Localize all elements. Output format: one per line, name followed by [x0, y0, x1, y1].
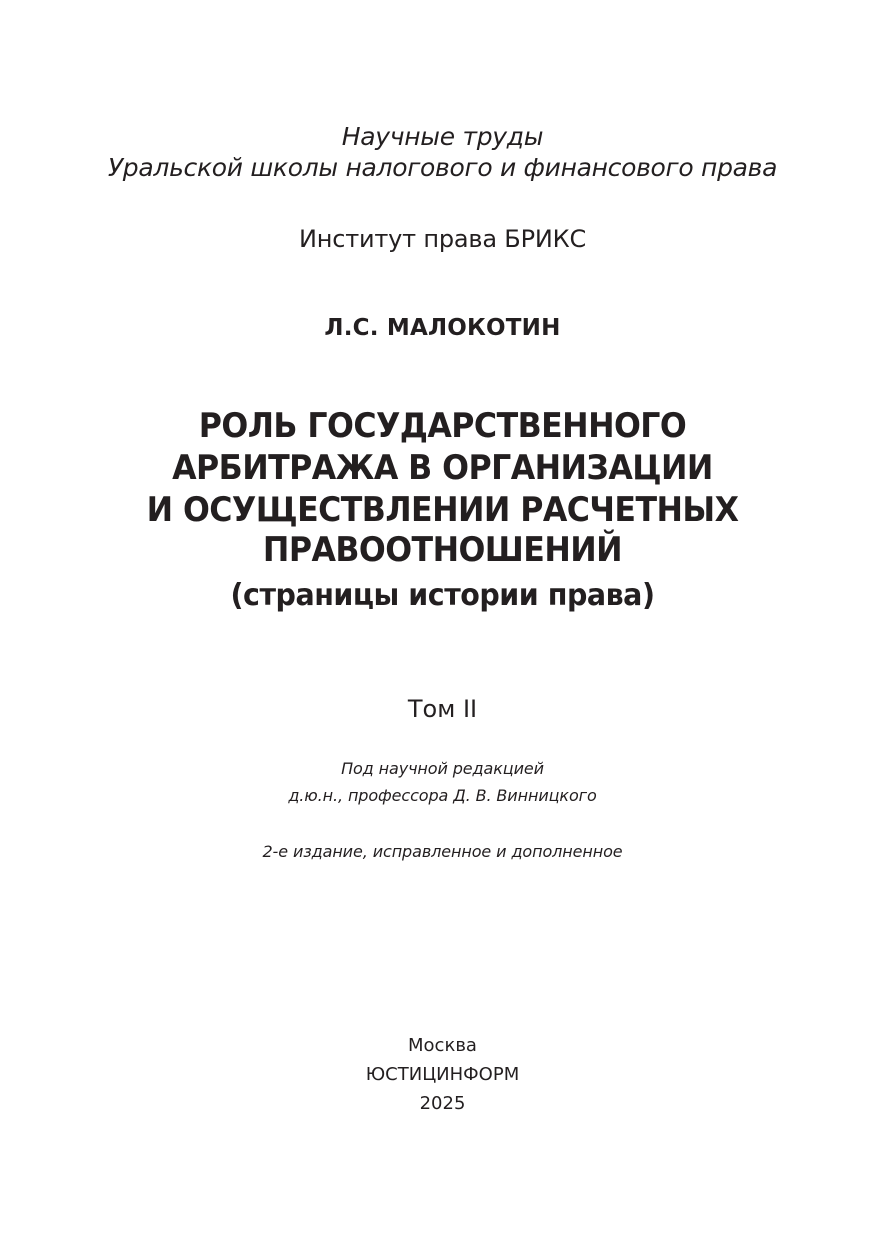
imprint-city: Москва — [408, 1035, 477, 1056]
series-title-line-2: Уральской школы налогового и финансового права — [107, 153, 778, 182]
institute-name: Институт права БРИКС — [298, 225, 586, 253]
edition-note: 2-е издание, исправленное и дополненное — [262, 842, 623, 861]
editor-line-1: Под научной редакцией — [341, 759, 544, 778]
imprint-publisher: ЮСТИЦИНФОРМ — [365, 1064, 520, 1085]
volume-number: Том II — [407, 695, 478, 723]
imprint-year: 2025 — [419, 1093, 466, 1114]
editor-line-2: д.ю.н., профессора Д. В. Винницкого — [288, 786, 597, 805]
book-subtitle: (страницы истории права) — [230, 578, 655, 613]
series-title-line-1: Научные труды — [341, 122, 544, 151]
book-title-line-1: РОЛЬ ГОСУДАРСТВЕННОГО — [198, 406, 687, 446]
book-title-line-4: ПРАВООТНОШЕНИЙ — [262, 530, 623, 570]
author-name: Л.С. МАЛОКОТИН — [324, 315, 561, 341]
book-title-line-3: И ОСУЩЕСТВЛЕНИИ РАСЧЕТНЫХ — [146, 490, 739, 530]
book-title-line-2: АРБИТРАЖА В ОРГАНИЗАЦИИ — [172, 448, 713, 488]
